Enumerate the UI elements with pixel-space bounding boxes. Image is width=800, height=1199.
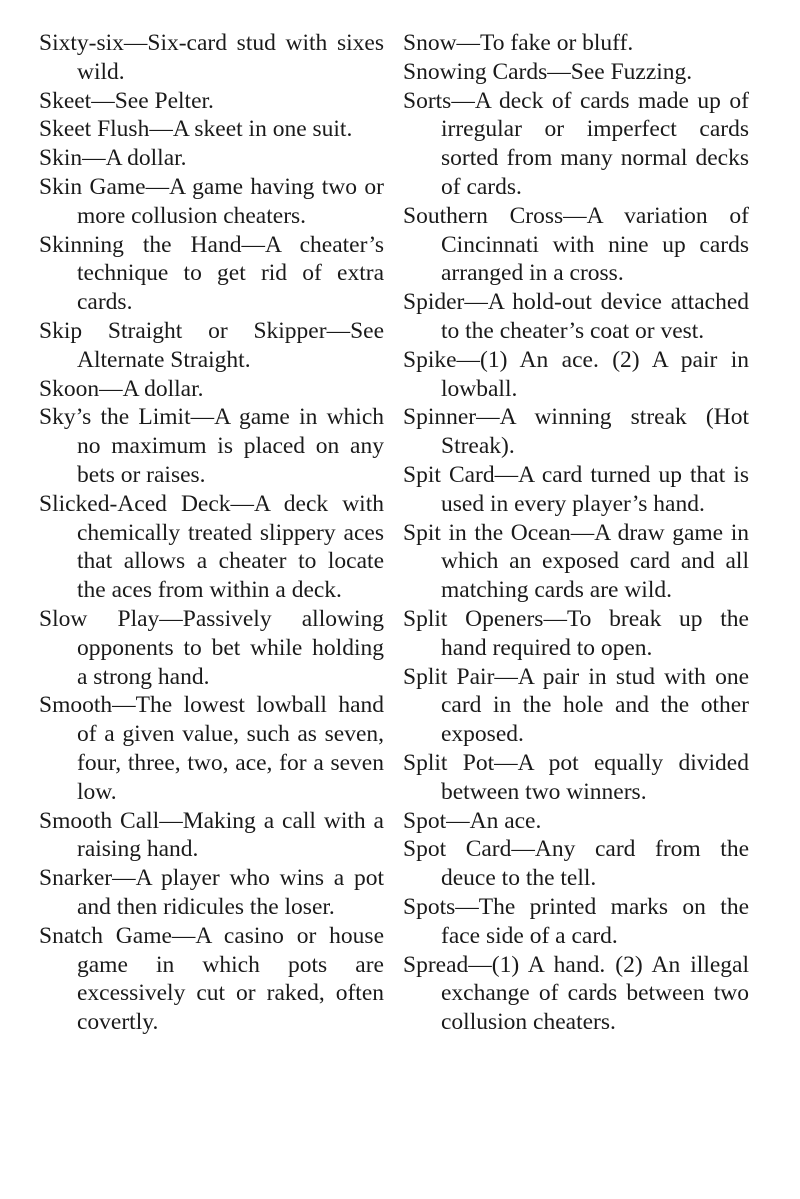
glossary-entry: Spinner—A winning streak (Hot Streak). (403, 404, 749, 460)
glossary-entry: Split Pot—A pot equally divided between two winners. (403, 749, 749, 805)
glossary-entry: Spread—(1) A hand. (2) An illegal exchange of cards between two collusion cheaters. (403, 951, 749, 1036)
glossary-entry: Spider—A hold-out device attached to the cheater’s coat or vest. (403, 289, 749, 344)
glossary-entry: Spit in the Ocean—A draw game in which an exposed card and all matching cards are wild. (403, 519, 749, 604)
glossary-entry: Snatch Game—A casino or house game in which pots are excessively cut or raked, often covertly. (39, 922, 384, 1036)
glossary-entry: Slow Play—Passively allowing opponents to bet while holding a strong hand. (39, 605, 384, 690)
glossary-entry: Skeet—See Pelter. (39, 87, 214, 114)
glossary-entry: Spots—The printed marks on the face side of a card. (403, 893, 749, 949)
glossary-entry: Sorts—A deck of cards made up of irregular or imperfect cards sorted from many normal decks of cards. (403, 87, 749, 200)
glossary-entry: Skip Straight or Skipper—See Alternate Straight. (39, 317, 384, 373)
glossary-column-left (39, 29, 384, 1037)
glossary-entry: Skin—A dollar. (39, 145, 187, 172)
glossary-entry: Southern Cross—A variation of Cincinnati with nine up cards arranged in a cross. (403, 202, 749, 287)
glossary-entry: Sixty-six—Six-card stud with sixes wild. (39, 30, 384, 85)
glossary-entry: Sky’s the Limit—A game in which no maximum is placed on any bets or raises. (39, 404, 384, 488)
glossary-entry: Split Openers—To break up the hand required to open. (403, 605, 749, 661)
glossary-entry: Skin Game—A game having two or more collusion cheaters. (39, 173, 384, 229)
glossary-entry: Spike—(1) An ace. (2) A pair in lowball. (403, 346, 749, 402)
glossary-entry: Spot Card—Any card from the deuce to the tell. (403, 836, 749, 892)
glossary-entry: Snarker—A player who wins a pot and then ridicules the loser. (39, 865, 384, 920)
glossary-entry: Skoon—A dollar. (39, 375, 204, 402)
glossary-entry: Split Pair—A pair in stud with one card in the hole and the other exposed. (403, 663, 749, 748)
glossary-column-right (403, 29, 749, 1037)
glossary-entry: Slicked-Aced Deck—A deck with chemically treated slippery aces that allows a cheater to locate the aces from within a deck. (39, 490, 384, 604)
glossary-entry: Snow—To fake or bluff. (403, 30, 634, 56)
glossary-entry: Spot—An ace. (403, 807, 542, 834)
glossary-entry: Skeet Flush—A skeet in one suit. (39, 116, 353, 143)
glossary-entry: Skinning the Hand—A cheater’s technique to get rid of extra cards. (39, 231, 384, 316)
glossary-entry: Snowing Cards—See Fuzzing. (403, 58, 693, 85)
glossary-entry: Smooth—The lowest lowball hand of a given value, such as seven, four, three, two, ace, for a seven low. (39, 692, 384, 805)
glossary-entry: Spit Card—A card turned up that is used in every player’s hand. (403, 461, 749, 517)
glossary-entry: Smooth Call—Making a call with a raising hand. (39, 807, 384, 863)
